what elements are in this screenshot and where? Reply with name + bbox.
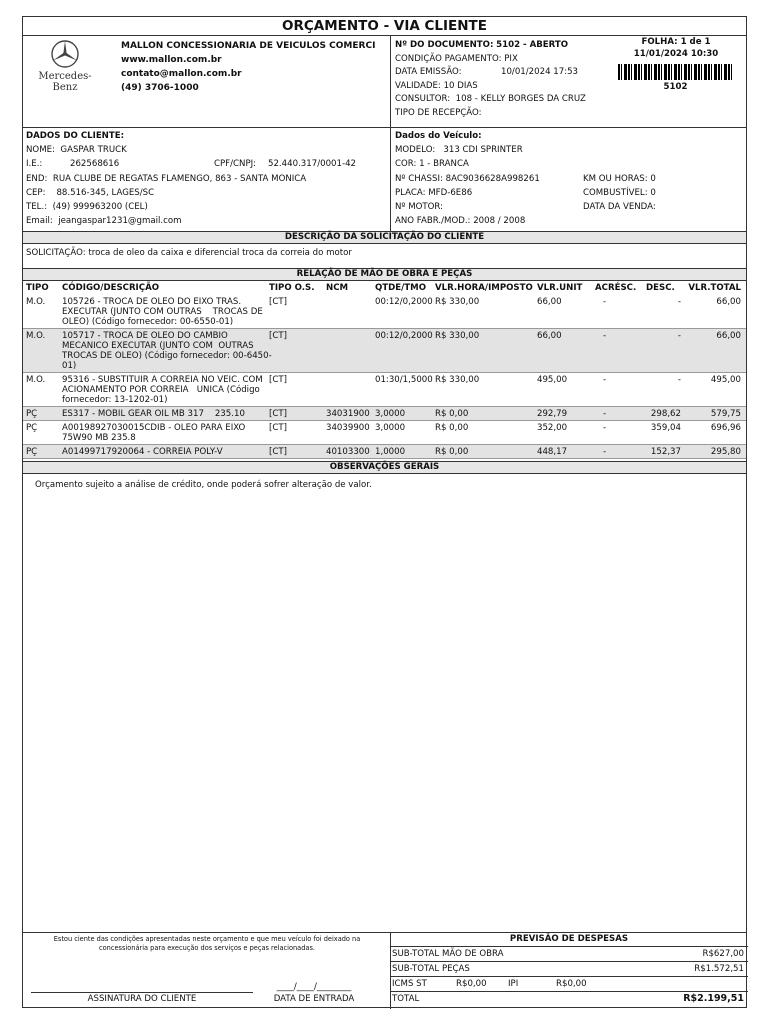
description-line: A01499717920064 - CORREIA POLY-V: [62, 447, 223, 457]
client-ie-cpf: I.E.: 262568616 CPF/CNPJ: 52.440.317/0001-42: [26, 159, 357, 170]
parts-subtotal: SUB-TOTAL PEÇAS R$1.572,51: [390, 961, 748, 976]
expenses-heading: PREVISÃO DE DESPESAS: [509, 934, 629, 944]
cell-vunit: 66,00: [537, 331, 562, 341]
document-number: Nº DO DOCUMENTO: 5102 - ABERTO: [395, 40, 569, 50]
taxes: ICMS ST R$0,00 IPI R$0,00: [390, 976, 748, 991]
description-line: A00198927030015CDIB - OLEO PARA EIXO: [62, 423, 246, 433]
description-line: EXECUTAR (JUNTO COM OUTRAS TROCAS DE: [62, 307, 263, 317]
cell-qtde: 3,0000: [375, 423, 406, 433]
table-row: [23, 421, 746, 445]
logo-text: Mercedes-Benz: [38, 71, 92, 93]
mercedes-star-icon: [50, 39, 80, 69]
client-email: Email: jeangaspar1231@gmail.com: [26, 216, 182, 227]
cell-total: 295,80: [710, 447, 741, 457]
cell-os: [CT]: [269, 331, 287, 341]
cell-os: [CT]: [269, 447, 287, 457]
company-site[interactable]: www.mallon.com.br: [121, 55, 222, 65]
description-line: 75W90 MB 235.8: [62, 433, 136, 443]
cell-desc_v: -: [677, 375, 681, 385]
cell-desc_v: -: [677, 297, 681, 307]
cell-tipo: M.O.: [26, 297, 46, 307]
cell-tipo: PÇ: [26, 447, 38, 457]
request-heading: DESCRIÇÃO DA SOLICITAÇÃO DO CLIENTE: [23, 231, 746, 244]
print-datetime: 11/01/2024 10:30: [633, 49, 719, 59]
cell-acresc: -: [603, 375, 607, 385]
cell-vunit: 292,79: [537, 409, 568, 419]
cell-desc_v: -: [677, 331, 681, 341]
cell-acresc: -: [603, 409, 607, 419]
vehicle-year: ANO FABR./MOD.: 2008 / 2008: [395, 216, 526, 227]
cell-tipo: M.O.: [26, 331, 46, 341]
cell-os: [CT]: [269, 409, 287, 419]
cell-vhora: R$ 330,00: [435, 297, 480, 307]
cell-total: 66,00: [716, 331, 741, 341]
barcode: [618, 64, 733, 80]
table-row: [23, 373, 746, 407]
signature-label: ASSINATURA DO CLIENTE: [87, 994, 197, 1004]
cell-os: [CT]: [269, 423, 287, 433]
table-row: [23, 295, 746, 329]
cell-qtde: 01:30/1,5000: [375, 375, 433, 385]
cell-vunit: 352,00: [537, 423, 568, 433]
cell-total: 696,96: [710, 423, 741, 433]
description-line: 105717 - TROCA DE OLEO DO CAMBIO: [62, 331, 228, 341]
cell-total: 66,00: [716, 297, 741, 307]
cell-desc_v: 298,62: [650, 409, 681, 419]
cell-ncm: 34031900: [326, 409, 370, 419]
cell-os: [CT]: [269, 297, 287, 307]
vehicle-color: COR: 1 - BRANCA: [395, 159, 469, 170]
vehicle-chassis: Nº CHASSI: 8AC9036628A998261: [395, 173, 540, 184]
company-phone: (49) 3706-1000: [121, 83, 199, 93]
emission-date: DATA EMISSÃO: 10/01/2024 17:53: [395, 67, 579, 77]
cell-total: 495,00: [710, 375, 741, 385]
table-row: [23, 445, 746, 459]
cell-description: [62, 409, 267, 419]
cell-vhora: R$ 330,00: [435, 331, 480, 341]
cell-acresc: -: [603, 423, 607, 433]
description-line: 105726 - TROCA DE OLEO DO EIXO TRAS.: [62, 297, 242, 307]
vehicle-heading: Dados do Veículo:: [395, 131, 482, 141]
description-line: MECANICO EXECUTAR (JUNTO COM OUTRAS: [62, 341, 254, 351]
cell-desc_v: 152,37: [650, 447, 681, 457]
cell-description: [62, 297, 267, 327]
cell-vhora: R$ 0,00: [435, 409, 469, 419]
vehicle-model: MODELO: 313 CDI SPRINTER: [395, 145, 523, 156]
description-line: OLEO) (Código fornecedor: 00-6550-01): [62, 317, 234, 327]
validity: VALIDADE: 10 DIAS: [395, 80, 478, 91]
cell-description: [62, 375, 267, 405]
cell-vhora: R$ 0,00: [435, 447, 469, 457]
items-table-header: TIPO CÓDIGO/DESCRIÇÃO TIPO O.S. NCM QTDE/TMO VLR.HORA/IMPOSTO VLR.UNIT ACRÉSC. DESC. VLR.TOTAL: [26, 283, 741, 293]
company-email[interactable]: contato@mallon.com.br: [121, 69, 242, 79]
cell-qtde: 00:12/0,2000: [375, 297, 433, 307]
description-line: fornecedor: 13-1202-01): [62, 395, 168, 405]
observations-text: Orçamento sujeito a análise de crédito, onde poderá sofrer alteração de valor.: [35, 480, 372, 490]
description-line: 01): [62, 361, 77, 371]
vehicle-sale-date: DATA DA VENDA:: [583, 202, 656, 213]
description-line: ACIONAMENTO POR CORREIA UNICA (Código: [62, 385, 260, 395]
client-heading: DADOS DO CLIENTE:: [26, 131, 125, 141]
cell-qtde: 1,0000: [375, 447, 406, 457]
cell-ncm: 34039900: [326, 423, 370, 433]
cell-tipo: M.O.: [26, 375, 46, 385]
cell-os: [CT]: [269, 375, 287, 385]
barcode-number: 5102: [663, 82, 688, 92]
reception-type: TIPO DE RECEPÇÃO:: [395, 107, 482, 118]
cell-vhora: R$ 330,00: [435, 375, 480, 385]
cell-vunit: 448,17: [537, 447, 568, 457]
cell-qtde: 00:12/0,2000: [375, 331, 433, 341]
cell-vunit: 495,00: [537, 375, 568, 385]
payment-condition: CONDIÇÃO PAGAMENTO: PIX: [395, 53, 518, 64]
budget-document: [22, 16, 747, 1008]
vehicle-fuel: COMBUSTÍVEL: 0: [583, 188, 656, 199]
cell-acresc: -: [603, 331, 607, 341]
consultant: CONSULTOR: 108 - KELLY BORGES DA CRUZ: [395, 94, 586, 104]
cell-qtde: 3,0000: [375, 409, 406, 419]
vehicle-km: KM OU HORAS: 0: [583, 174, 656, 184]
sheet-number: FOLHA: 1 de 1: [641, 37, 711, 47]
total: TOTAL R$2.199,51: [390, 991, 748, 1009]
cell-vunit: 66,00: [537, 297, 562, 307]
vehicle-plate: PLACA: MFD-6E86: [395, 187, 473, 198]
signature-line: [31, 992, 253, 993]
description-line: TROCAS DE OLEO) (Código fornecedor: 00-6450-: [62, 351, 272, 361]
client-cep: CEP: 88.516-345, LAGES/SC: [26, 187, 155, 198]
date-placeholder[interactable]: ____/____/________: [276, 982, 352, 992]
client-address: END: RUA CLUBE DE REGATAS FLAMENGO, 863 - SANTA MONICA: [26, 173, 307, 184]
cell-ncm: 40103300: [326, 447, 370, 457]
items-heading: RELAÇÃO DE MÃO DE OBRA E PEÇAS: [23, 268, 746, 281]
table-row: [23, 407, 746, 421]
company-logo: [31, 39, 99, 93]
client-tel: TEL.: (49) 999963200 (CEL): [26, 202, 148, 213]
document-title: ORÇAMENTO - VIA CLIENTE: [282, 18, 487, 34]
description-line: ES317 - MOBIL GEAR OIL MB 317 235.10: [62, 409, 245, 419]
cell-desc_v: 359,04: [650, 423, 681, 433]
cell-vhora: R$ 0,00: [435, 423, 469, 433]
cell-description: [62, 447, 267, 457]
cell-total: 579,75: [710, 409, 741, 419]
request-text: SOLICITAÇÃO: troca de oleo da caixa e diferencial troca da correia do motor: [26, 248, 352, 258]
labor-subtotal: SUB-TOTAL MÃO DE OBRA R$627,00: [390, 946, 748, 961]
cell-acresc: -: [603, 297, 607, 307]
consent-text: Estou ciente das condições apresentadas neste orçamento e que meu veículo foi deixado na concessionária para execução dos serviços e peças relacionadas.: [53, 935, 361, 952]
table-row: [23, 329, 746, 373]
cell-tipo: PÇ: [26, 423, 38, 433]
cell-tipo: PÇ: [26, 409, 38, 419]
client-name: NOME: GASPAR TRUCK: [26, 145, 127, 156]
vehicle-motor: Nº MOTOR:: [395, 202, 444, 213]
cell-description: [62, 331, 272, 371]
cell-description: [62, 423, 267, 443]
observations-heading: OBSERVAÇÕES GERAIS: [23, 461, 746, 474]
description-line: 95316 - SUBSTITUIR A CORREIA NO VEIC. COM: [62, 375, 263, 385]
company-name: MALLON CONCESSIONARIA DE VEICULOS COMERCI: [121, 41, 376, 51]
date-label: DATA DE ENTRADA: [273, 994, 355, 1004]
cell-acresc: -: [603, 447, 607, 457]
